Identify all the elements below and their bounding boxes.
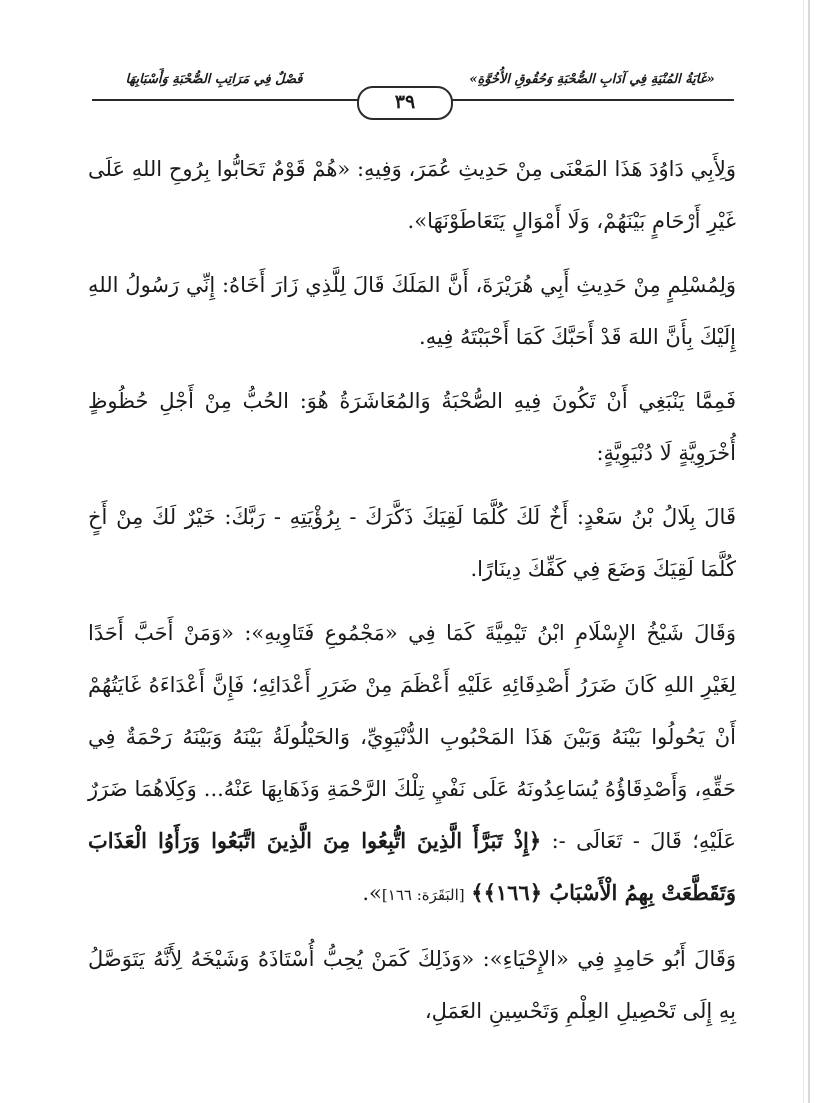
paragraph-abu-dawud: وَلِأَبِي دَاوُدَ هَذَا المَعْنَى مِنْ حَدِيثِ عُمَرَ، وَفِيهِ: «هُمْ قَوْمٌ تَحَابُّوا بِرُوحِ اللهِ عَلَى غَيْرِ أَرْحَامٍ بَيْنَهُمْ، وَلَا أَمْوَالٍ يَتَعَاطَوْنَهَا». bbox=[88, 157, 736, 233]
page-number: ٣٩ bbox=[357, 86, 453, 120]
paragraph-bilal: قَالَ بِلَالُ بْنُ سَعْدٍ: أَخٌ لَكَ كُلَّمَا لَقِيَكَ ذَكَّرَكَ - بِرُؤْيَتِهِ - رَبَّكَ: خَيْرٌ لَكَ مِنْ أَخٍ كُلَّمَا لَقِيَكَ وَضَعَ فِي كَفِّكَ دِينَارًا. bbox=[88, 505, 736, 581]
scan-edge-line bbox=[808, 0, 810, 1103]
quote-close: ». bbox=[362, 881, 382, 905]
ibn-taymiyyah-quote: وَقَالَ شَيْخُ الإِسْلَامِ ابْنُ تَيْمِيَّةَ كَمَا فِي «مَجْمُوعِ فَتَاوِيهِ»: «وَمَنْ أَحَبَّ أَحَدًا لِغَيْرِ اللهِ كَانَ ضَرَرُ أَصْدِقَائِهِ عَلَيْهِ أَعْظَمَ مِنْ ضَرَرِ أَعْدَائِهِ؛ فَإِنَّ أَعْدَاءَهُ غَايَتُهُمْ أَنْ يَحُولُوا بَيْنَهُ وَبَيْنَ هَذَا المَحْبُوبِ الدُّنْيَوِيِّ، وَالحَيْلُولَةُ بَيْنَهُ وَبَيْنَهُ رَحْمَةٌ فِي حَقِّهِ، وَأَصْدِقَاؤُهُ يُسَاعِدُونَهُ عَلَى نَفْيِ تِلْكَ الرَّحْمَةِ وَذَهَابِهَا عَنْهُ... وَكِلَاهُمَا ضَرَرٌ عَلَيْهِ؛ قَالَ - تَعَالَى -: bbox=[88, 621, 736, 853]
paragraph-ibn-taymiyyah bbox=[88, 607, 736, 921]
verse-reference: [البَقَرَة: ١٦٦] bbox=[381, 886, 465, 904]
quran-verse: ﴿إِذْ تَبَرَّأَ الَّذِينَ اتُّبِعُوا مِنَ الَّذِينَ اتَّبَعُوا وَرَأَوُا الْعَذَابَ وَتَقَطَّعَتْ بِهِمُ الْأَسْبَابُ ﴿١٦٦﴾﴾ bbox=[88, 828, 736, 905]
page-header bbox=[92, 70, 734, 120]
section-title: فَصْلٌ فِي مَرَاتِبِ الصُّحْبَةِ وَأَسْبَابِهَا bbox=[125, 72, 303, 87]
book-title: «غَايَةُ المُنْيَةِ فِي آدَابِ الصُّحْبَةِ وَحُقُوقِ الأُخُوَّةِ» bbox=[469, 72, 715, 87]
scan-edge-line-inner bbox=[803, 0, 804, 1103]
paragraph-abu-hamid: وَقَالَ أَبُو حَامِدٍ فِي «الإِحْيَاءِ»: «وَذَلِكَ كَمَنْ يُحِبُّ أُسْتَاذَهُ وَشَيْخَهُ لِأَنَّهُ يَتَوَصَّلُ بِهِ إِلَى تَحْصِيلِ العِلْمِ وَتَحْسِينِ العَمَلِ، bbox=[88, 947, 736, 1023]
paragraph-companionship: فَمِمَّا يَنْبَغِي أَنْ تَكُونَ فِيهِ الصُّحْبَةُ وَالمُعَاشَرَةُ هُوَ: الحُبُّ مِنْ أَجْلِ حُظُوظٍ أُخْرَوِيَّةٍ لَا دُنْيَوِيَّةٍ: bbox=[88, 389, 736, 465]
page-body bbox=[88, 143, 736, 1037]
paragraph-muslim: وَلِمُسْلِمٍ مِنْ حَدِيثِ أَبِي هُرَيْرَةَ، أَنَّ المَلَكَ قَالَ لِلَّذِي زَارَ أَخَاهُ: إِنِّي رَسُولُ اللهِ إِلَيْكَ بِأَنَّ اللهَ قَدْ أَحَبَّكَ كَمَا أَحْبَبْتَهُ فِيهِ. bbox=[88, 273, 736, 349]
